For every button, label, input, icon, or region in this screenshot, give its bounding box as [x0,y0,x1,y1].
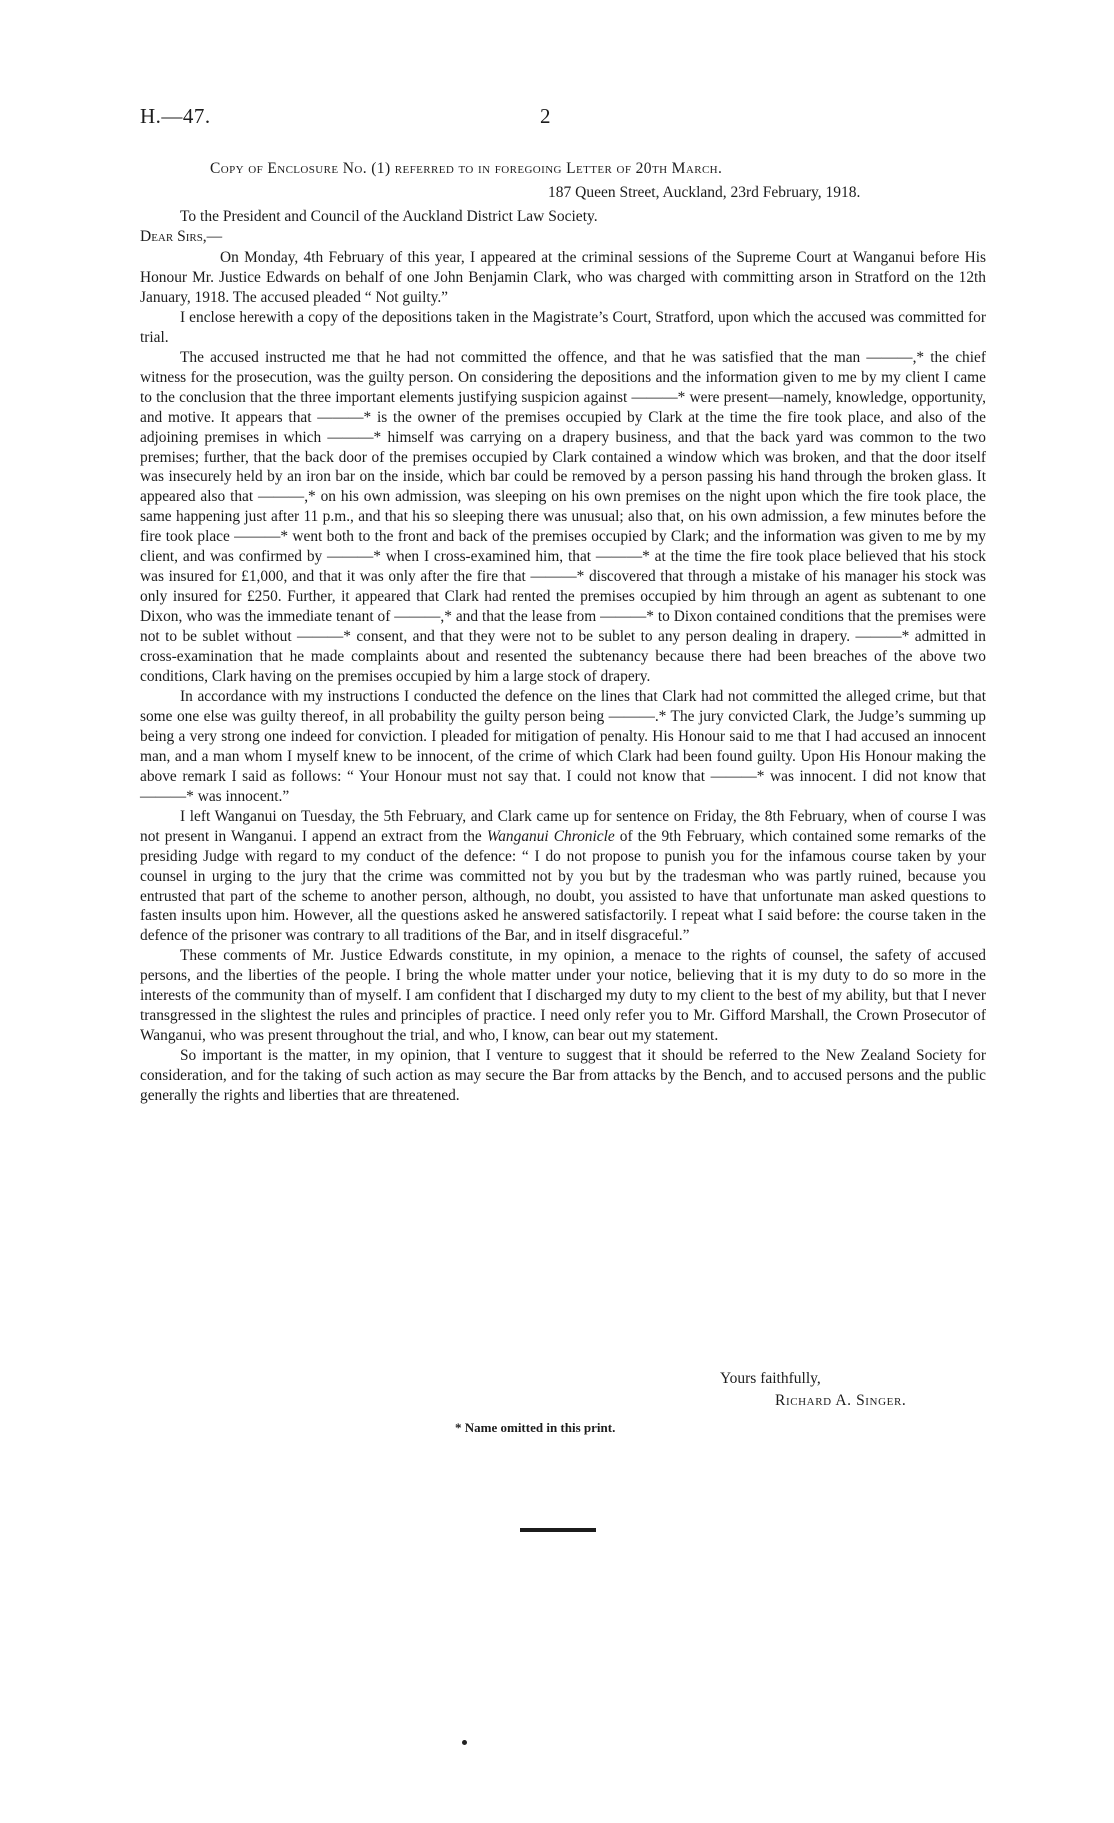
end-rule-divider [520,1528,596,1532]
signature: Richard A. Singer. [775,1392,907,1409]
document-reference: H.—47. [140,104,211,128]
paragraph-3: The accused instructed me that he had not committed the offence, and that he was satisfied that the man ———,* the chief witness for the prosecution, was the guilty person. On considering the depositions and the information given to me by my client I came to the conclusion that the three important elements justifying suspicion against ———* were present—namely, knowledge, opportunity, and motive. It appears that ———* is the owner of the premises occupied by Clark at the time the fire took place, and also of the adjoining premises in which ———* himself was carrying on a drapery business, and that the back yard was common to the two premises; further, that the back door of the premises occupied by Clark contained a window which was broken, and that the door itself was insecurely held by an iron bar on the inside, which bar could be removed by a person passing his hand through the broken glass. It appeared also that ———,* on his own admission, was sleeping on his own premises on the night upon which the fire took place, the same happening just after 11 p.m., and that his so sleeping there was unusual; also that, on his own admission, a few minutes before the fire took place ———* went both to the front and back of the premises occupied by Clark; and the information was given to me by my client, and was confirmed by ———* when I cross-examined him, that ———* at the time the fire took place believed that his stock was insured for £1,000, and that it was only after the fire that ———* discovered that through a mistake of his manager his stock was only insured for £250. Further, it appeared that Clark had rented the premises occupied by him through an agent as subtenant to one Dixon, who was the immediate tenant of ———,* and that the lease from ———* to Dixon contained conditions that the premises were not to be sublet without ———* consent, and that they were not to be sublet to any person dealing in drapery. ———* admitted in cross-examination that he made complaints about and resented the subtenancy because there had been breaches of the above two conditions, Clark having on the premises occupied by him a large stock of drapery. [140,348,986,686]
paragraph-6: These comments of Mr. Justice Edwards constitute, in my opinion, a menace to the rights of counsel, the safety of accused persons, and the liberties of the people. I bring the whole matter under your notice, believing that it is my duty to do so more in the interests of the community than of myself. I am confident that I discharged my duty to my client to the best of my ability, but that I never transgressed in the slightest the rules and principles of practice. I need only refer you to Mr. Gifford Marshall, the Crown Prosecutor of Wanganui, who was present throughout the trial, and who, I know, can bear out my statement. [140,947,986,1045]
paragraph-5-text-b: of the 9th February, which contained some remarks of the presiding Judge with regard to my conduct of the defence: “ I do not propose to punish you for the infamous course taken by your counsel in urging to the jury that the crime was committed not by you but by the tradesman who was partly ruined, because you entrusted that part of the scheme to another person, although, no doubt, you assisted to have that unfortunate man asked questions to fasten insults upon him. However, all the questions asked he answered satisfactorily. I repeat what I said before: the course taken in the defence of the prisoner was contrary to all traditions of the Bar, and in itself disgraceful.” [140,827,987,945]
valediction: Yours faithfully, [720,1370,821,1387]
enclosure-title: Copy of Enclosure No. (1) referred to in foregoing Letter of 20th March. [210,160,723,177]
paragraph-4: In accordance with my instructions I conducted the defence on the lines that Clark had not committed the alleged crime, but that some one else was guilty thereof, in all probability the guilty person being ———.* The jury convicted Clark, the Judge’s summing up being a very strong one indeed for conviction. I pleaded for mitigation of penalty. His Honour said to me that I had accused an innocent man, and a man whom I myself knew to be innocent, of the crime of which Clark had been found guilty. Upon His Honour making the above remark I said as follows: “ Your Honour must not say that. I could not know that ———* was innocent. I did not know that ———* was innocent.” [140,687,986,805]
paragraph-5 [140,807,986,947]
letter-body [140,248,986,1106]
paragraph-5-text-a: I left Wanganui on Tuesday, the 5th February, and Clark came up for sentence on Friday, the 8th February, when of course I was not present in Wanganui. I append an extract from the [140,807,986,845]
letter-salutation: Dear Sirs,— [140,228,223,245]
footnote: * Name omitted in this print. [455,1420,616,1435]
speck-mark [462,1740,467,1745]
newspaper-title: Wanganui Chronicle [486,827,615,845]
paragraph-2: I enclose herewith a copy of the depositions taken in the Magistrate’s Court, Stratford, upon which the accused was committed for trial. [140,308,986,346]
letter-dateline: 187 Queen Street, Auckland, 23rd February, 1918. [548,184,861,201]
paragraph-1: On Monday, 4th February of this year, I appeared at the criminal sessions of the Supreme Court at Wanganui before His Honour Mr. Justice Edwards on behalf of one John Benjamin Clark, who was charged with committing arson in Stratford on the 12th January, 1918. The accused pleaded “ Not guilty.” [140,249,986,306]
letter-addressee: To the President and Council of the Auckland District Law Society. [180,208,598,225]
page-number: 2 [540,104,551,128]
paragraph-7: So important is the matter, in my opinion, that I venture to suggest that it should be referred to the New Zealand Society for consideration, and for the taking of such action as may secure the Bar from attacks by the Bench, and to accused persons and the public generally the rights and liberties that are threatened. [140,1047,986,1105]
